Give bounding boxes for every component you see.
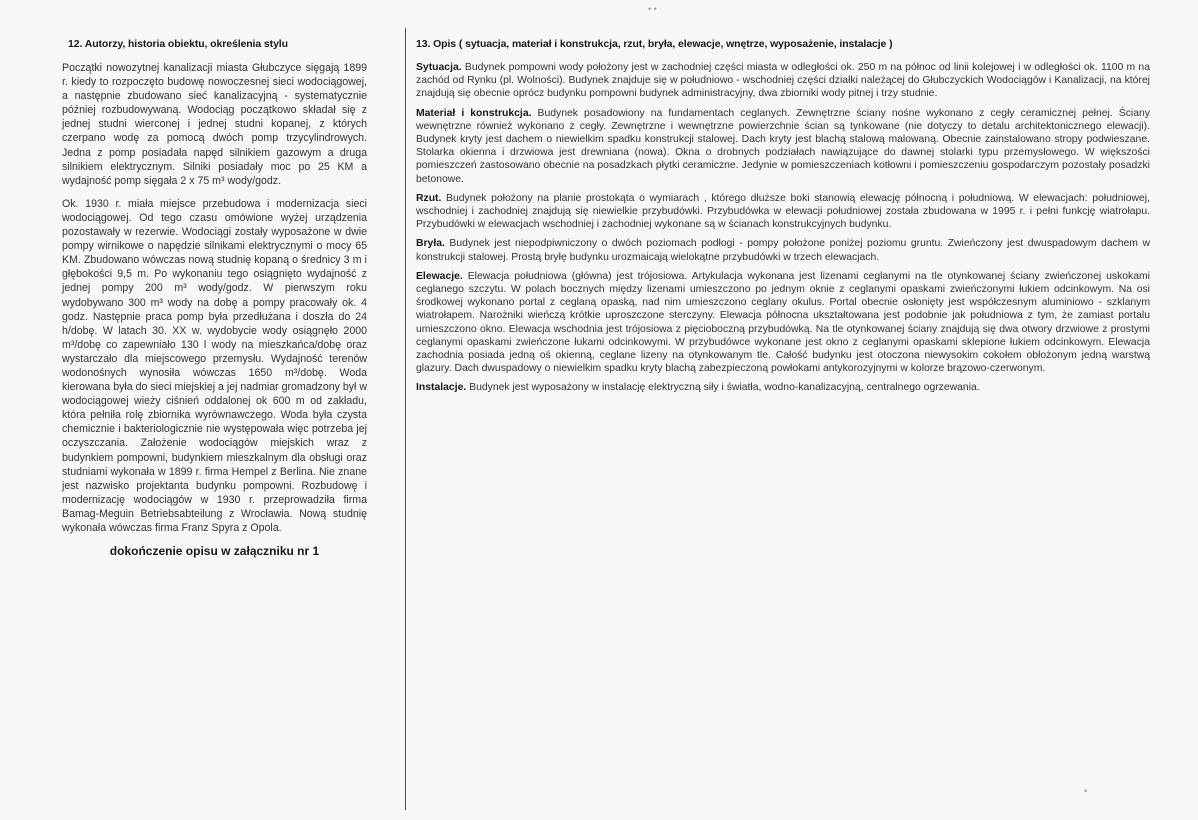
continuation-note: dokończenie opisu w załączniku nr 1 [109, 544, 320, 559]
column-divider [405, 28, 406, 810]
plan-label: Rzut. [416, 192, 442, 204]
history-paragraph-2: Ok. 1930 r. miała miejsce przebudowa i modernizacja sieci wodociągowej. Od tego czasu omówione wyżej urządzenia pozostawały w rezerwie. Wodociągi zostały wyposażone w dwie pompy wirnikowe o napędzie silnikami elektrycznymi o mocy 65 KM. Zbudowano wówczas nową studnię kopaną o średnicy 3 m i głębokości 9,5 m. Po wykonaniu tego osiągnięto wydajność z jednej pompy 200 m³ wody/godz. W pierwszym roku wydobywano 300 m³ wody na dobę a pompy pracowały ok. 4 godz. Następnie praca pomp była przedłużana i doszła do 24 h/dobę. W latach 30. XX w. wydobycie wody osiągnęło 2000 m³/dobę co zapewniało 130 l wody na mieszkańca/dobę oraz wystarczało dla miejscowego przemysłu. Wydajność terenów wodonośnych wynosiła wówczas 1650 m³/dobę. Woda kierowana była do sieci miejskiej a jej nadmiar gromadzony był w wodociągowej wieży ciśnień oddalonej ok 600 m od zakładu, która pełniła rolę zbiornika wyrównawczego. Woda była czysta chemicznie i bakteriologicznie nie występowała więc potrzeba jej oczyszczania. Założenie wodociągów miejskich wraz z budynkiem pompowni, budynkiem mieszkalnym dla obsługi oraz studniami wykonała w 1899 r. firma Hempel z Berlina. Nie znane jest nazwisko projektanta budynku pompowni. Rozbudowę i modernizację wodociągów w 1930 r. przeprowadziła firma Bamag-Meguin Betriebsabteilung z Wrocławia. Nową studnię wykonała wówczas firma Franz Spyra z Opola. [62, 197, 367, 534]
body-label: Bryła. [416, 238, 445, 250]
material-label: Materiał i konstrukcja. [416, 107, 532, 119]
history-paragraph-1: Początki nowozytnej kanalizacji miasta Głubczyce sięgają 1899 r. kiedy to rozpoczęto budowę nowoczesnej sieci wodociągowej, a następnie zbudowano sieć kanalizacyjną - systematycznie później rozbudowywaną. Wodociąg początkowo składał się z jednej studni wierconej i jednej studni kopanej, z których czerpano wodę za pomocą dwóch pomp trzycylindrowych. Jedna z pomp posiadała napęd silnikiem gazowym a druga silnikiem elektrycznym. Silniki posiadały moc po 25 KM a wydajność pomp sięgała 2 x 75 m³ wody/godz. [62, 62, 367, 187]
section-13-column [416, 38, 1150, 401]
situation-label: Sytuacja. [416, 62, 462, 73]
material-text: Budynek posadowiony na fundamentach ceglanych. Zewnętrzne ściany nośne wykonano z cegły ceramicznej pełnej. Ściany wewnętrzne również wykonano z cegły. Zewnętrzne i wewnętrzne powierzchnie ścian są tynkowane (nie dotyczy to detalu architektonicznego elewacji). Budynek kryty jest dachem o niewielkim spadku konstrukcji stalowej. Dach kryty jest blachą stalową malowaną. Obecnie zainstalowano stropy podwieszane. Stolarka okienna i drzwiowa jest drewniana (nowa). Okna o drobnych podziałach nawiązujące do dawnej stolarki typu przemysłowego. W większości pomieszczeń zastosowano obecnie na posadzkach płytki ceramiczne. Jedynie w pomieszczeniach kotłowni i pomieszczeniu gospodarczym pozostały posadzki betonowe. [416, 107, 1150, 185]
installations-label: Instalacje. [416, 382, 467, 394]
situation-text: Budynek pompowni wody położony jest w zachodniej części miasta w odległości ok. 250 m na północ od linii kolejowej i w odległości ok. 1100 m na zachód od Rynku (pl. Wolności). Budynek znajduje się w południowo - wschodniej części działki należącej do Głubczyckich Wodociągów i Kanalizacji, na której znajdują się obecnie oprócz budynku pompowni budynek administracyjny, dwa zbiorniki wody pitnej i trzy studnie. [416, 62, 1150, 100]
description-elevations [416, 270, 1150, 376]
scan-speck: • [1084, 786, 1088, 796]
description-material [416, 107, 1150, 186]
elevations-label: Elewacje. [416, 270, 463, 282]
description-situation [416, 61, 1150, 101]
description-body [416, 237, 1150, 263]
description-installations [416, 381, 1150, 394]
plan-text: Budynek położony na planie prostokąta o wymiarach , którego dłuższe boki stanowią elewację północną i południową. W elewacjach: południowej, wschodniej i zachodniej znajdują się niewielkie przybudówki. Przybudówka w elewacji południowej została zbudowana w 1995 r. i pełni funkcję wiatrołapu. Przybudówki w elewacjach wschodniej i zachodniej wykonane są w ścianach konstrukcyjnych budynku. [416, 192, 1150, 231]
body-text: Budynek jest niepodpiwniczony o dwóch poziomach podłogi - pompy położone poniżej poziomu gruntu. Zwieńczony jest dwuspadowym dachem w konstrukcji stalowej. Prostą bryłę budynku urozmaicają wielokątne przybudówki w trzech elewacjach. [416, 238, 1150, 263]
elevations-text: Elewacja południowa (główna) jest trójosiowa. Artykulacja wykonana jest lizenami ceglanymi na tle otynkowanej ściany zwieńczonej uskokami ceglanego szczytu. W polach bocznych między lizenami umieszczono po jednym oknie z ceglanymi opaskami zwieńczonymi łukiem odcinkowym. Na osi środkowej wykonano portal z ceglaną opaską, nad nim umieszczono ceglany okulus. Portal obecnie osłonięty jest współczesnym aluminiowo - szklanym wiatrołapem. Narożniki wieńczą krótkie uproszczone sterczyny. Elewacja północna ukształtowana jest podobnie jak południowa z tym, że zamiast portalu umieszczono okno. Elewacja wschodnia jest trójosiowa z pięcioboczną przybudówką. Na tle otynkowanej ściany znajdują się dwa otwory drzwiowe z prostymi ceglanymi opaskami zwieńczone łukami odcinkowymi. W przybudówce wykonane jest okno z ceglanymi opaskami sklepione łukiem odcinkowym. Elewacja zachodnia posiada jedną oś okienną, ceglane lizeny na otynkowanym tle. Całość budynku jest otoczona niewysokim cokołem obłożonym jedną warstwą glazury. Dach dwuspadowy o niewielkim spadku kryty blachą zabezpieczoną powłokami antykorozyjnymi w kolorze brązowo-czerwonym. [416, 270, 1150, 375]
scan-speck: • • [648, 4, 657, 14]
installations-text: Budynek jest wyposażony w instalację elektryczną siły i światła, wodno-kanalizacyjną, centralnego ogrzewania. [466, 382, 980, 394]
section-13-heading: 13. Opis ( sytuacja, materiał i konstrukcja, rzut, bryła, elewacje, wnętrze, wyposażenie, instalacje ) [416, 38, 893, 50]
section-12-column [62, 38, 367, 558]
description-plan [416, 192, 1150, 232]
section-12-heading: 12. Autorzy, historia obiektu, określenia stylu [68, 38, 288, 50]
